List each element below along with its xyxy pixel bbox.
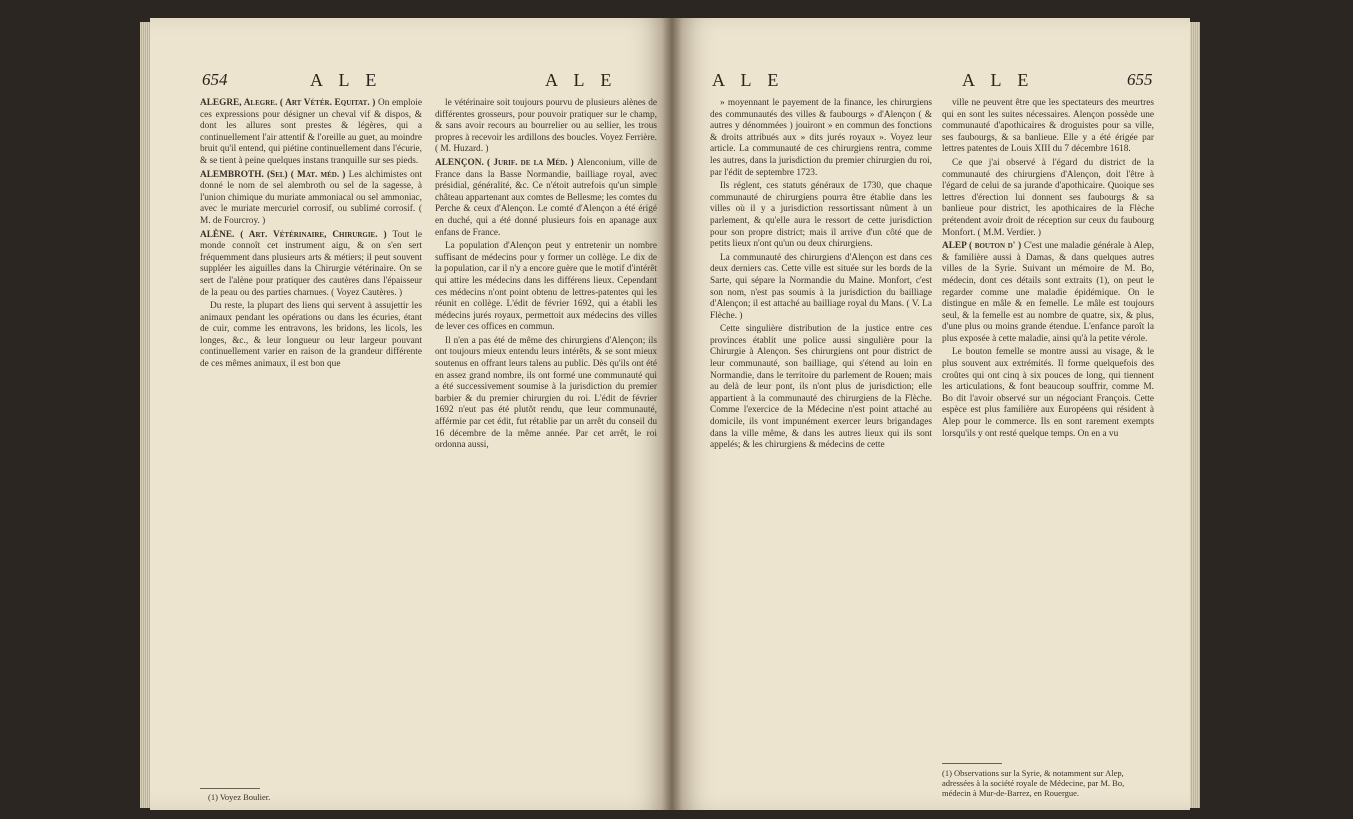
entry-headword: ALEMBROTH. (Sel) ( Mat. méd. ) [200, 169, 349, 180]
paragraph [435, 336, 657, 452]
left-running-head-a: A L E [310, 70, 383, 90]
paragraph [200, 170, 422, 228]
left-column-1 [200, 98, 422, 373]
paragraph-text: Tout le monde connoît cet instrument aigu, & on s'en sert fréquemment dans plusieurs arts & métiers; il peut souvent suppléer les aiguilles dans la Chirurgie vétérinaire. On se sert de l'alène pour pratiquer des cautères dans l'épaisseur de la peau ou des parties charnues. ( Voyez Cautères. ) [200, 229, 423, 298]
paragraph [710, 324, 932, 452]
paragraph-text: Cette singulière distribution de la justice entre ces provinces établit une police aussi singulière pour la Chirurgie à Alençon. Ses chirurgiens ont pour district de leur communauté, son bailliage, qui s'étend au loin en Normandie, dans le territoire du parlement de Rouen; mais au delà de leur pont, ils n'ont plus de jurisdiction; elle appartient à la communauté des chirurgiens de la Flèche. Comme l'exercice de la Médecine n'est point attaché au domicile, ils vont impunément exercer leurs brigandages dans la ville même, & dans les autres lieux qui ils sont appelés; & les chirurgiens & médecins de cette [710, 324, 932, 451]
paragraph-text: La population d'Alençon peut y entretenir un nombre suffisant de médecins pour y former un collège. Le dix de la population, car il n'y a encore guère que le motif d'intérêt qui attire les médecins dans les différens lieux. Cependant ces médecins n'ont point obtenu de lettres-patentes qui les réunit en collège. L'édit de février 1692, qui a établi les médecins jurés royaux, permettoit aux médecins des villes de lever ces offices en commun. [435, 241, 657, 333]
paragraph-text: le vétérinaire soit toujours pourvu de plusieurs alènes de différentes grosseurs, pour pouvoir pratiquer sur le champ, & sans avoir recours au bourrelier ou au sellier, les trous propres à recevoir les ardillons des boucles. Voyez Ferrière. ( M. Huzard. ) [435, 98, 657, 155]
paragraph-text: Ce que j'ai observé à l'égard du district de la communauté des chirurgiens d'Alençon, doit l'être à l'égard de celui de sa jurande d'apothicaire. Quoique ses lettres d'érection lui donnent ses faubourgs & sa banlieue pour district, les apothicaires de la Flèche prétendent avoir droit de réception sur ceux du faubourg Monfort. ( M.M. Verdier. ) [942, 157, 1154, 238]
paragraph-text: Du reste, la plupart des liens qui servent à assujettir les animaux pendant les opérations ou dans les écuries, étant de cuir, comme les entravons, les bridons, les licols, les longes, &c., & leur longueur ou leur largeur pouvant continuellement varier en raison de la grandeur différente de ces mêmes animaux, il est bon que [200, 301, 422, 370]
left-footnote: (1) Voyez Boulier. [208, 792, 271, 802]
right-page [672, 18, 1190, 810]
paragraph [942, 158, 1154, 239]
right-column-2 [942, 98, 1154, 442]
right-running-head-b: A L E [962, 70, 1035, 90]
paragraph-text: Il n'en a pas été de même des chirurgiens d'Alençon; ils ont toujours mieux entendu leurs intérêts, & se sont mieux soutenus en offrant leurs talens au public. Dès qu'ils ont été en assez grand nombre, ils ont formé une communauté qui a été successivement soumise à la jurisdiction du premier barbier & du premier chirurgien du roi. L'édit de février 1692 n'eut pas été plutôt rendu, que leur communauté, afférmie par cet édit, fut rétablie par un arrêt du conseil du 16 décembre de la même année. Par cet arrêt, le roi ordonna aussi, [435, 335, 657, 451]
paragraph-text: Les alchimistes ont donné le nom de sel alembroth ou sel de la sagesse, à l'union chimique du muriate ammoniacal ou sel ammoniac, avec le muriate mercuriel corrosif, ou sublimé corrosif. ( M. de Fourcroy. ) [200, 169, 422, 226]
right-column-1 [710, 98, 932, 454]
paragraph [435, 241, 657, 334]
paragraph-text: Alenconium, ville de France dans la Basse Normandie, bailliage royal, avec présidial, généralité, &c. Ce n'étoit autrefois qu'un simple château appartenant aux comtes de Bellesme; les comtes du Perche & ceux d'Alençon. Le comté d'Alençon a été érigé en duché, qui a été donné plusieurs fois en apanage aux enfans de France. [435, 157, 658, 238]
paragraph-text: Ils réglent, ces statuts généraux de 1730, que chaque communauté de chirurgiens pourra être établie dans les villes où il y a jurisdiction ressortissant nûment à un parlement, & qu'elle aura le ressort de cette jurisdiction pour son propre district; mais il arrive d'un côté que de petits lieux n'ont qu'un ou deux chirurgiens. [710, 181, 932, 250]
paragraph [200, 98, 422, 168]
paragraph-text: On emploie ces expressions pour désigner un cheval vif & dispos, & dont les allures sont prestes & légères, qui a continuellement l'air attentif & l'oreille au guet, au moindre bruit qu'il entend, qui piétine continuellement dans l'écurie, & se tient à peine quelques instans tranquille sur ses pieds. [200, 98, 423, 166]
left-page [150, 18, 672, 810]
open-book [150, 18, 1190, 810]
paragraph-text: Le bouton femelle se montre aussi au visage, & le plus souvent aux extrémités. Il forme quelquefois des croûtes qui ont cinq à six pouces de long, qui tiennent les articulations, & font beaucoup souffrir, comme M. Bo dit l'avoir observé sur un négociant François. Cette espèce est plus familière aux Européens qui résident à Alep pour le commerce. Ils en sont rarement exempts lorsqu'ils y ont resté quelque temps. On en a vu [942, 347, 1154, 439]
entry-headword: ALENÇON. ( Jurif. de la Méd. ) [435, 157, 577, 168]
paragraph [200, 230, 422, 300]
entry-headword: ALEGRE, Alegre. ( Art Vétér. Equitat. ) [200, 98, 379, 108]
paragraph [435, 158, 657, 239]
paragraph-text: La communauté des chirurgiens d'Alençon est dans ces deux derniers cas. Cette ville est située sur les bords de la Sarte, qui sépare la Normandie du Maine. Monfort, c'est son nom, n'est pas soumis à la jurisdiction du bailliage d'Alençon; il est attaché au bailliage royal du Mans. ( V. La Flèche. ) [710, 252, 932, 321]
book-gutter [662, 18, 682, 810]
paragraph-text: » moyennant le payement de la finance, les chirurgiens des communautés des villes & faubourgs » d'Alençon ( & autres y dénommées ) jouiront » en commun des fonctions & droits attribués aux » dits jurés royaux ». Voyez leur article. La communauté de ces chirurgiens rentra, comme les autres, dans la jurisdiction du premier chirurgien du roi, par l'édit de septembre 1723. [710, 98, 932, 178]
entry-headword: ALEP ( bouton d' ) [942, 241, 1024, 252]
left-page-number: 654 [202, 70, 228, 89]
paragraph [200, 301, 422, 371]
paragraph [710, 253, 932, 323]
paragraph [942, 241, 1154, 345]
paragraph-text: ville ne peuvent être que les spectateurs des meurtres qui en sont les suites nécessaires. Alençon possède une communauté d'apothicaires & droguistes pour sa ville, ses faubourgs, & sa banlieue. Elle y a été érigée par lettres patentes de Louis XIII du 7 décembre 1618. [942, 98, 1154, 155]
right-footnote: (1) Observations sur la Syrie, & notamment sur Alep, adressées à la société royale de Médecine, par M. Bo, médecin à Mur-de-Barrez, en Rouergue. [942, 768, 1125, 798]
paragraph [942, 347, 1154, 440]
paragraph [435, 98, 657, 156]
left-running-head-b: A L E [545, 70, 618, 90]
paragraph [710, 98, 932, 179]
paragraph [942, 98, 1154, 156]
footnote-rule [942, 763, 1002, 764]
left-column-2 [435, 98, 657, 454]
entry-headword: ALÈNE. ( Art. Vétérinaire, Chirurgie. ) [200, 229, 393, 240]
right-running-head-a: A L E [712, 70, 785, 90]
right-page-number: 655 [1127, 70, 1153, 89]
footnote-rule [200, 788, 260, 789]
paragraph-text: C'est une maladie générale à Alep, & familière aussi à Damas, & dans quelques autres villes de la Syrie. Suivant un mémoire de M. Bo, médecin, dont ces détails sont extraits (1), on peut le regarder comme une maladie épidémique. On le distingue en mâle & en femelle. Le mâle est toujours seul, & la femelle est au nombre de quatre, six, & plus, d'une plus ou moins grande étendue. L'enfance paroît la plus exposée à cette maladie, ainsi qu'à la petite vérole. [942, 241, 1154, 344]
paragraph [710, 181, 932, 251]
